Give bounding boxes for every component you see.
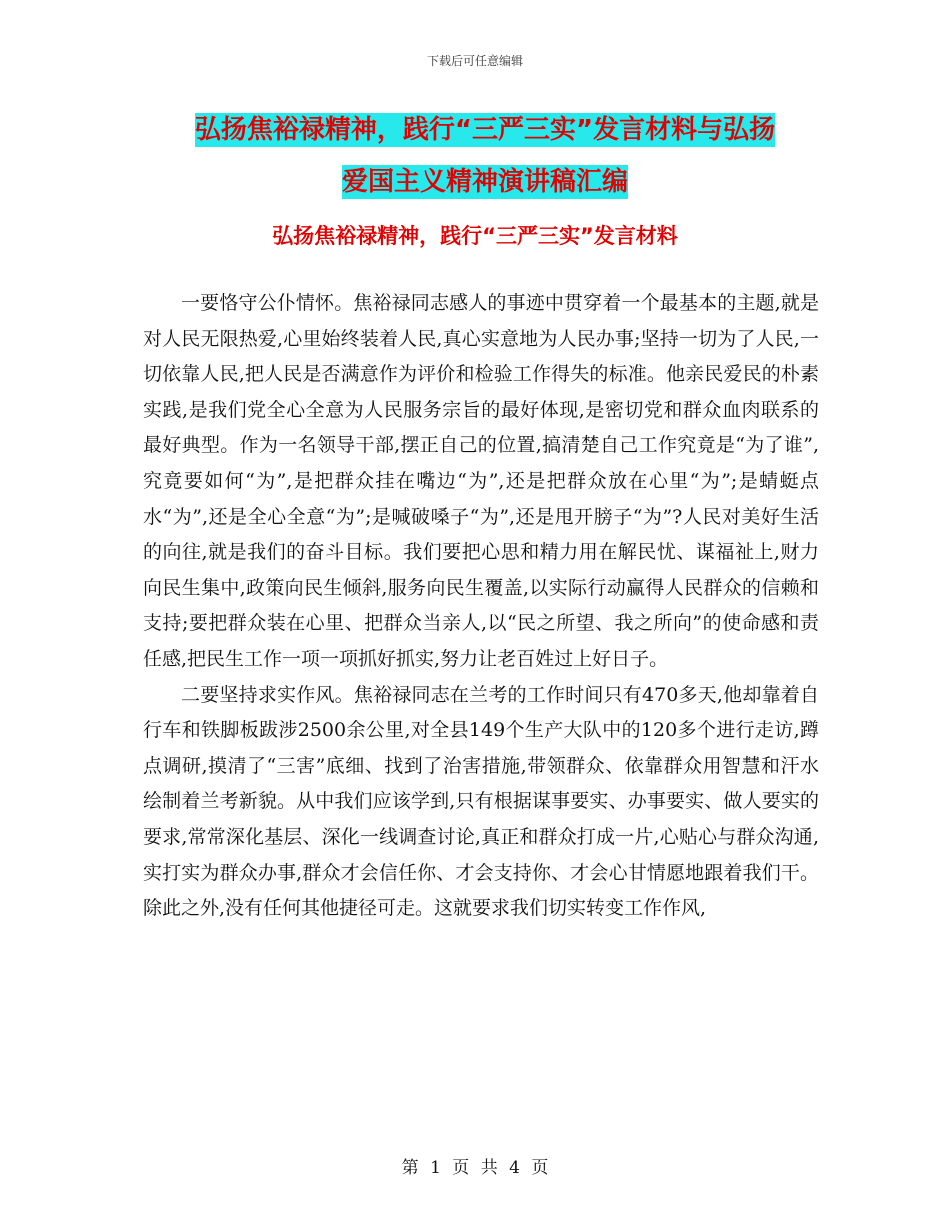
page-current: 1 — [430, 1158, 441, 1178]
document-title — [140, 104, 830, 208]
page-mid: 页 — [452, 1158, 470, 1178]
title-line-1: 弘扬焦裕禄精神，践行“三严三实”发言材料与弘扬 — [194, 115, 776, 145]
body-text — [143, 286, 819, 927]
page-footer — [0, 1153, 950, 1178]
section-title: 弘扬焦裕禄精神，践行“三严三实”发言材料 — [272, 224, 678, 248]
header-note: 下载后可任意编辑 — [426, 54, 523, 68]
paragraph-1: 一要恪守公仆情怀。焦裕禄同志感人的事迹中贯穿着一个最基本的主题,就是对人民无限热爱,心里始终装着人民,真心实意地为人民办事;坚持一切为了人民,一切依靠人民,把人民是否满意作为评价和检验工作得失的标准。他亲民爱民的朴素实践,是我们党全心全意为人民服务宗旨的最好体现,是密切党和群众血肉联系的最好典型。作为一名领导干部,摆正自己的位置,搞清楚自己工作究竟是“为了谁”,究竟要如何“为”,是把群众挂在嘴边“为”,还是把群众放在心里“为”;是蜻蜓点水“为”,还是全心全意“为”;是喊破嗓子“为”,还是甩开膀子“为”?人民对美好生活的向往,就是我们的奋斗目标。我们要把心思和精力用在解民忧、谋福祉上,财力向民生集中,政策向民生倾斜,服务向民生覆盖,以实际行动赢得人民群众的信赖和支持;要把群众装在心里、把群众当亲人,以“民之所望、我之所向”的使命感和责任感,把民生工作一项一项抓好抓实,努力让老百姓过上好日子。 — [143, 292, 819, 670]
page-suffix: 页 — [531, 1158, 549, 1178]
page-prefix: 第 — [401, 1158, 419, 1178]
paragraph-2: 二要坚持求实作风。焦裕禄同志在兰考的工作时间只有470多天,他却靠着自行车和铁脚板跋涉2500余公里,对全县149个生产大队中的120多个进行走访,蹲点调研,摸清了“三害”底细、找到了治害措施,带领群众、依靠群众用智慧和汗水绘制着兰考新貌。从中我们应该学到,只有根据谋事要实、办事要实、做人要实的要求,常常深化基层、深化一线调查讨论,真正和群众打成一片,心贴心与群众沟通,实打实为群众办事,群众才会信任你、才会支持你、才会心甘情愿地跟着我们干。除此之外,没有任何其他捷径可走。这就要求我们切实转变工作作风, — [143, 683, 819, 920]
page-total-prefix: 共 — [480, 1158, 498, 1178]
page-total: 4 — [509, 1158, 520, 1178]
title-line-2: 爱国主义精神演讲稿汇编 — [341, 167, 628, 197]
